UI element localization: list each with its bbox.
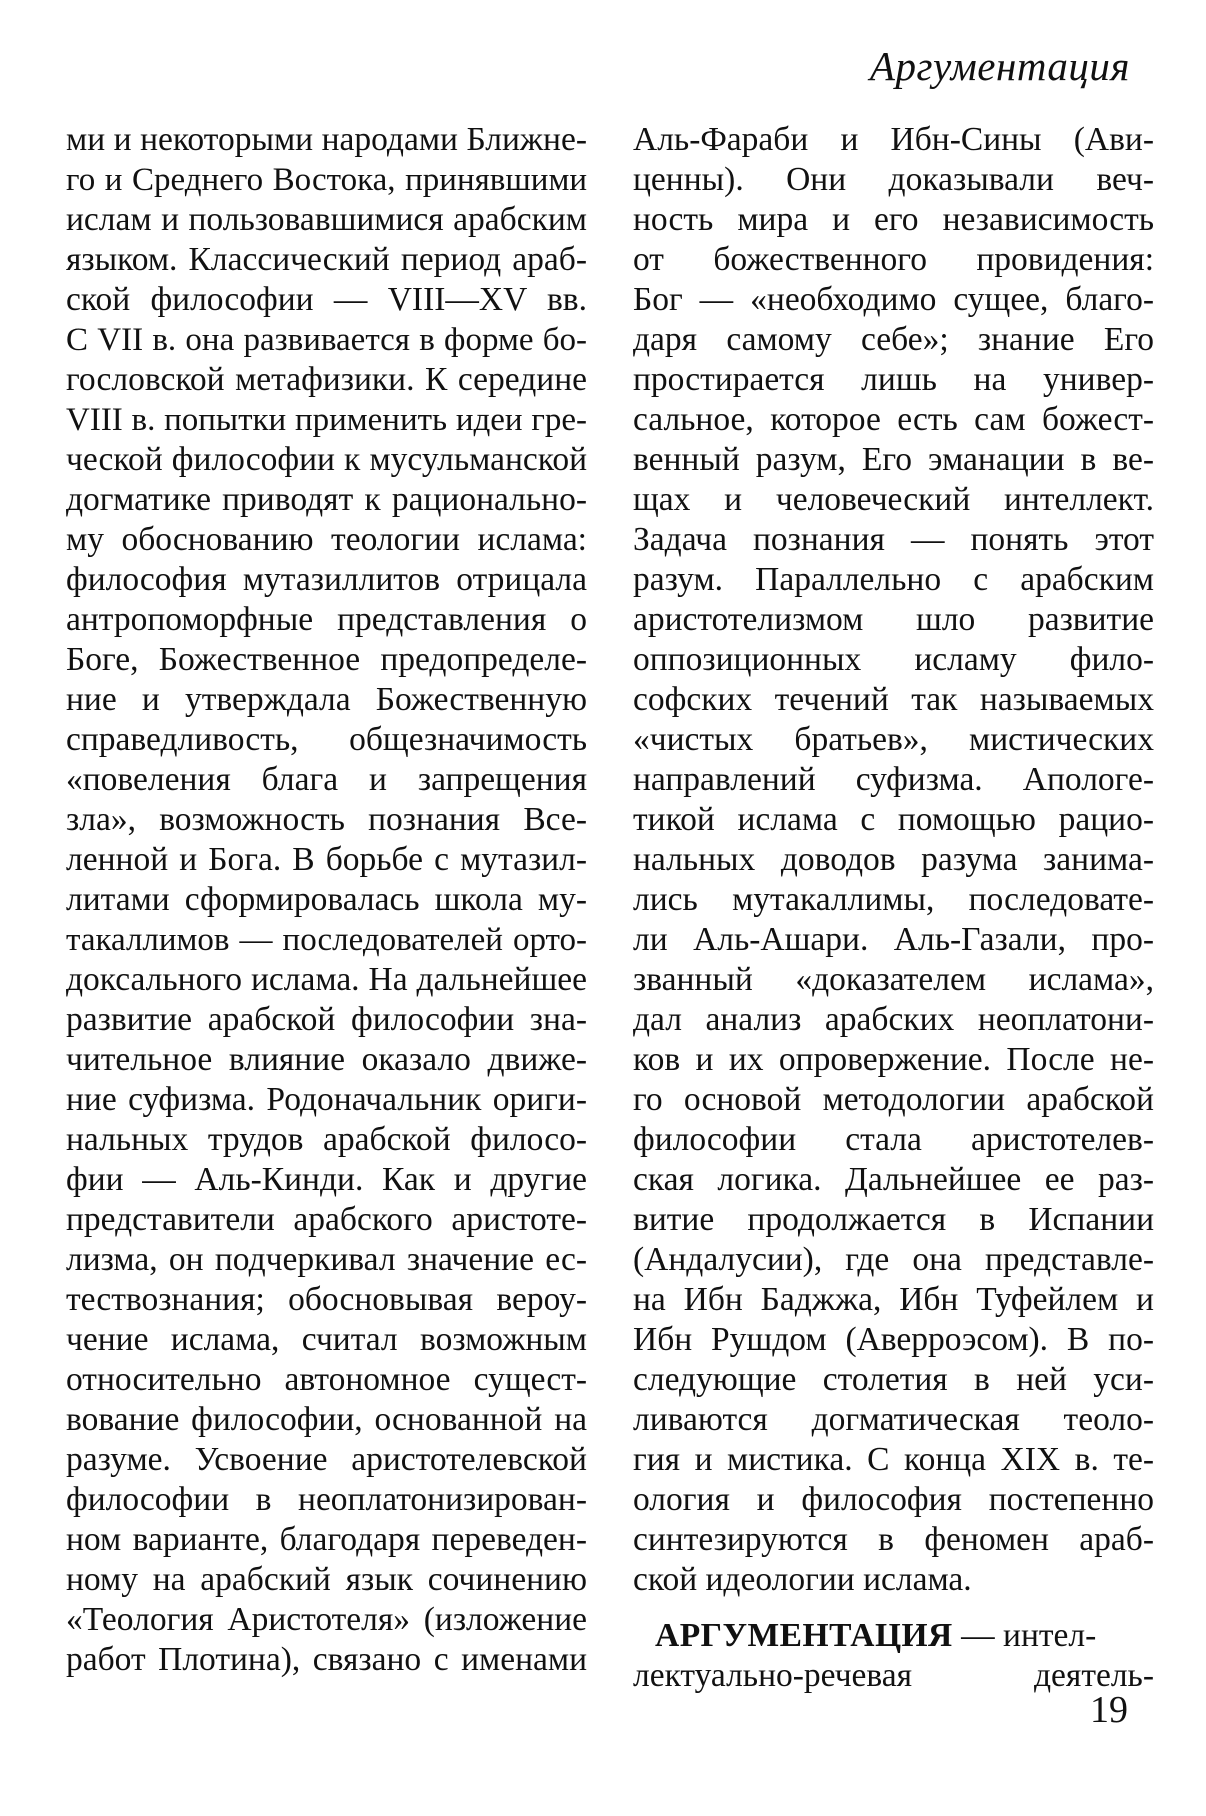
text-line: на Ибн Баджжа, Ибн Туфейлем и	[633, 1281, 1154, 1318]
text-line: оппозиционных исламу фило-	[633, 641, 1154, 678]
text-line: ном варианте, благодаря переведен-	[66, 1521, 587, 1558]
text-line: ская логика. Дальнейшее ее раз-	[633, 1161, 1154, 1198]
text-line: венный разум, Его эманации в ве-	[633, 441, 1154, 478]
paragraph-gap	[633, 1600, 1154, 1616]
text-line: справедливость, общезначимость	[66, 721, 587, 758]
text-line: от божественного провидения:	[633, 241, 1154, 278]
text-line: сальное, которое есть сам божест-	[633, 401, 1154, 438]
entry-first-line	[633, 1616, 1154, 1656]
text-line: гия и мистика. С конца XIX в. те-	[633, 1441, 1154, 1478]
text-line: развитие арабской философии зна-	[66, 1001, 587, 1038]
text-line: дал анализ арабских неоплатони-	[633, 1001, 1154, 1038]
text-line: ской философии — VIII—XV вв.	[66, 281, 587, 318]
text-line: VIII в. попытки применить идеи гре-	[66, 402, 587, 438]
text-line: гословской метафизики. К середине	[66, 361, 587, 398]
right-column	[633, 120, 1154, 1696]
text-line: синтезируются в феномен араб-	[633, 1521, 1154, 1558]
text-line: Бог — «необходимо сущее, благо-	[633, 281, 1154, 318]
text-line: аристотелизмом шло развитие	[633, 601, 1154, 638]
text-line: лизма, он подчеркивал значение ес-	[66, 1241, 587, 1278]
text-line: Боге, Божественное предопределе-	[66, 641, 587, 678]
text-line: зла», возможность познания Все-	[66, 801, 587, 838]
text-line: даря самому себе»; знание Его	[633, 321, 1154, 358]
text-line: чение ислама, считал возможным	[66, 1321, 587, 1358]
text-line: Задача познания — понять этот	[633, 521, 1154, 558]
text-line: ние суфизма. Родоначальник ориги-	[66, 1081, 587, 1118]
text-line: ли Аль-Ашари. Аль-Газали, про-	[633, 921, 1154, 958]
text-line: го и Среднего Востока, принявшими	[66, 162, 587, 198]
entry-term: АРГУМЕНТАЦИЯ	[655, 1617, 953, 1654]
left-column	[66, 120, 587, 1680]
text-line: ской идеологии ислама.	[633, 1561, 972, 1598]
entry-second-line: лектуально-речевая деятель-	[633, 1657, 1154, 1694]
entry-definition-start: — интел-	[952, 1617, 1097, 1654]
text-line: му обоснованию теологии ислама:	[66, 521, 587, 558]
text-line: направлений суфизма. Апологе-	[633, 761, 1154, 798]
text-line: догматике приводят к рационально-	[66, 481, 587, 518]
text-line: языком. Классический период араб-	[66, 241, 587, 278]
text-line: софских течений так называемых	[633, 681, 1154, 718]
text-line: «чистых братьев», мистических	[633, 721, 1154, 758]
text-line: ность мира и его независимость	[633, 201, 1154, 238]
text-line: ливаются догматическая теоло-	[633, 1401, 1154, 1438]
text-line: философии в неоплатонизирован-	[66, 1481, 587, 1518]
text-line: ному на арабский язык сочинению	[66, 1561, 587, 1598]
text-line: ми и некоторыми народами Ближне-	[66, 121, 587, 158]
text-line: витие продолжается в Испании	[633, 1201, 1154, 1238]
text-line: нальных трудов арабской филосо-	[66, 1121, 587, 1158]
text-line: ценны). Они доказывали веч-	[633, 161, 1154, 198]
text-line: ков и их опровержение. После не-	[633, 1041, 1154, 1078]
text-line: антропоморфные представления о	[66, 601, 587, 638]
text-line: фии — Аль-Кинди. Как и другие	[66, 1161, 587, 1198]
text-line: (Андалусии), где она представле-	[633, 1241, 1154, 1278]
text-line: Ибн Рушдом (Аверроэсом). В по-	[633, 1321, 1154, 1358]
text-line: представители арабского аристоте-	[66, 1201, 587, 1238]
text-line: литами сформировалась школа му-	[66, 881, 587, 918]
text-line: Аль-Фараби и Ибн-Сины (Ави-	[633, 121, 1154, 158]
text-line: философии стала аристотелев-	[633, 1121, 1154, 1158]
text-line: работ Плотина), связано с именами	[66, 1641, 587, 1678]
text-line: ние и утверждала Божественную	[66, 681, 587, 718]
running-title: Аргументация	[869, 43, 1130, 89]
text-line: ческой философии к мусульманской	[66, 441, 587, 478]
text-line: следующие столетия в ней уси-	[633, 1361, 1154, 1398]
text-line: вование философии, основанной на	[66, 1401, 587, 1438]
text-line: лись мутакаллимы, последовате-	[633, 881, 1154, 918]
text-line: нальных доводов разума занима-	[633, 841, 1154, 878]
text-line: тикой ислама с помощью рацио-	[633, 801, 1154, 838]
text-line: званный «доказателем ислама»,	[633, 961, 1154, 998]
text-line: го основой методологии арабской	[633, 1081, 1154, 1118]
text-line: разуме. Усвоение аристотелевской	[66, 1441, 587, 1478]
page-number: 19	[1090, 1689, 1128, 1731]
text-line: С VII в. она развивается в форме бо-	[66, 322, 587, 358]
text-line: чительное влияние оказало движе-	[66, 1041, 587, 1078]
text-line: «Теология Аристотеля» (изложение	[66, 1601, 587, 1638]
text-line: доксального ислама. На дальнейшее	[66, 961, 587, 998]
text-line: философия мутазиллитов отрицала	[66, 561, 587, 598]
text-line: такаллимов — последователей орто-	[66, 922, 587, 958]
text-line: разум. Параллельно с арабским	[633, 561, 1154, 598]
text-line: тествознания; обосновывая вероу-	[66, 1281, 587, 1318]
text-line: ология и философия постепенно	[633, 1481, 1154, 1518]
text-line: ленной и Бога. В борьбе с мутазил-	[66, 841, 587, 878]
text-line: ислам и пользовавшимися арабским	[66, 201, 587, 238]
text-line: относительно автономное сущест-	[66, 1361, 587, 1398]
text-line: «повеления блага и запрещения	[66, 761, 587, 798]
text-line: простирается лишь на универ-	[633, 361, 1154, 398]
text-line: щах и человеческий интеллект.	[633, 481, 1154, 518]
